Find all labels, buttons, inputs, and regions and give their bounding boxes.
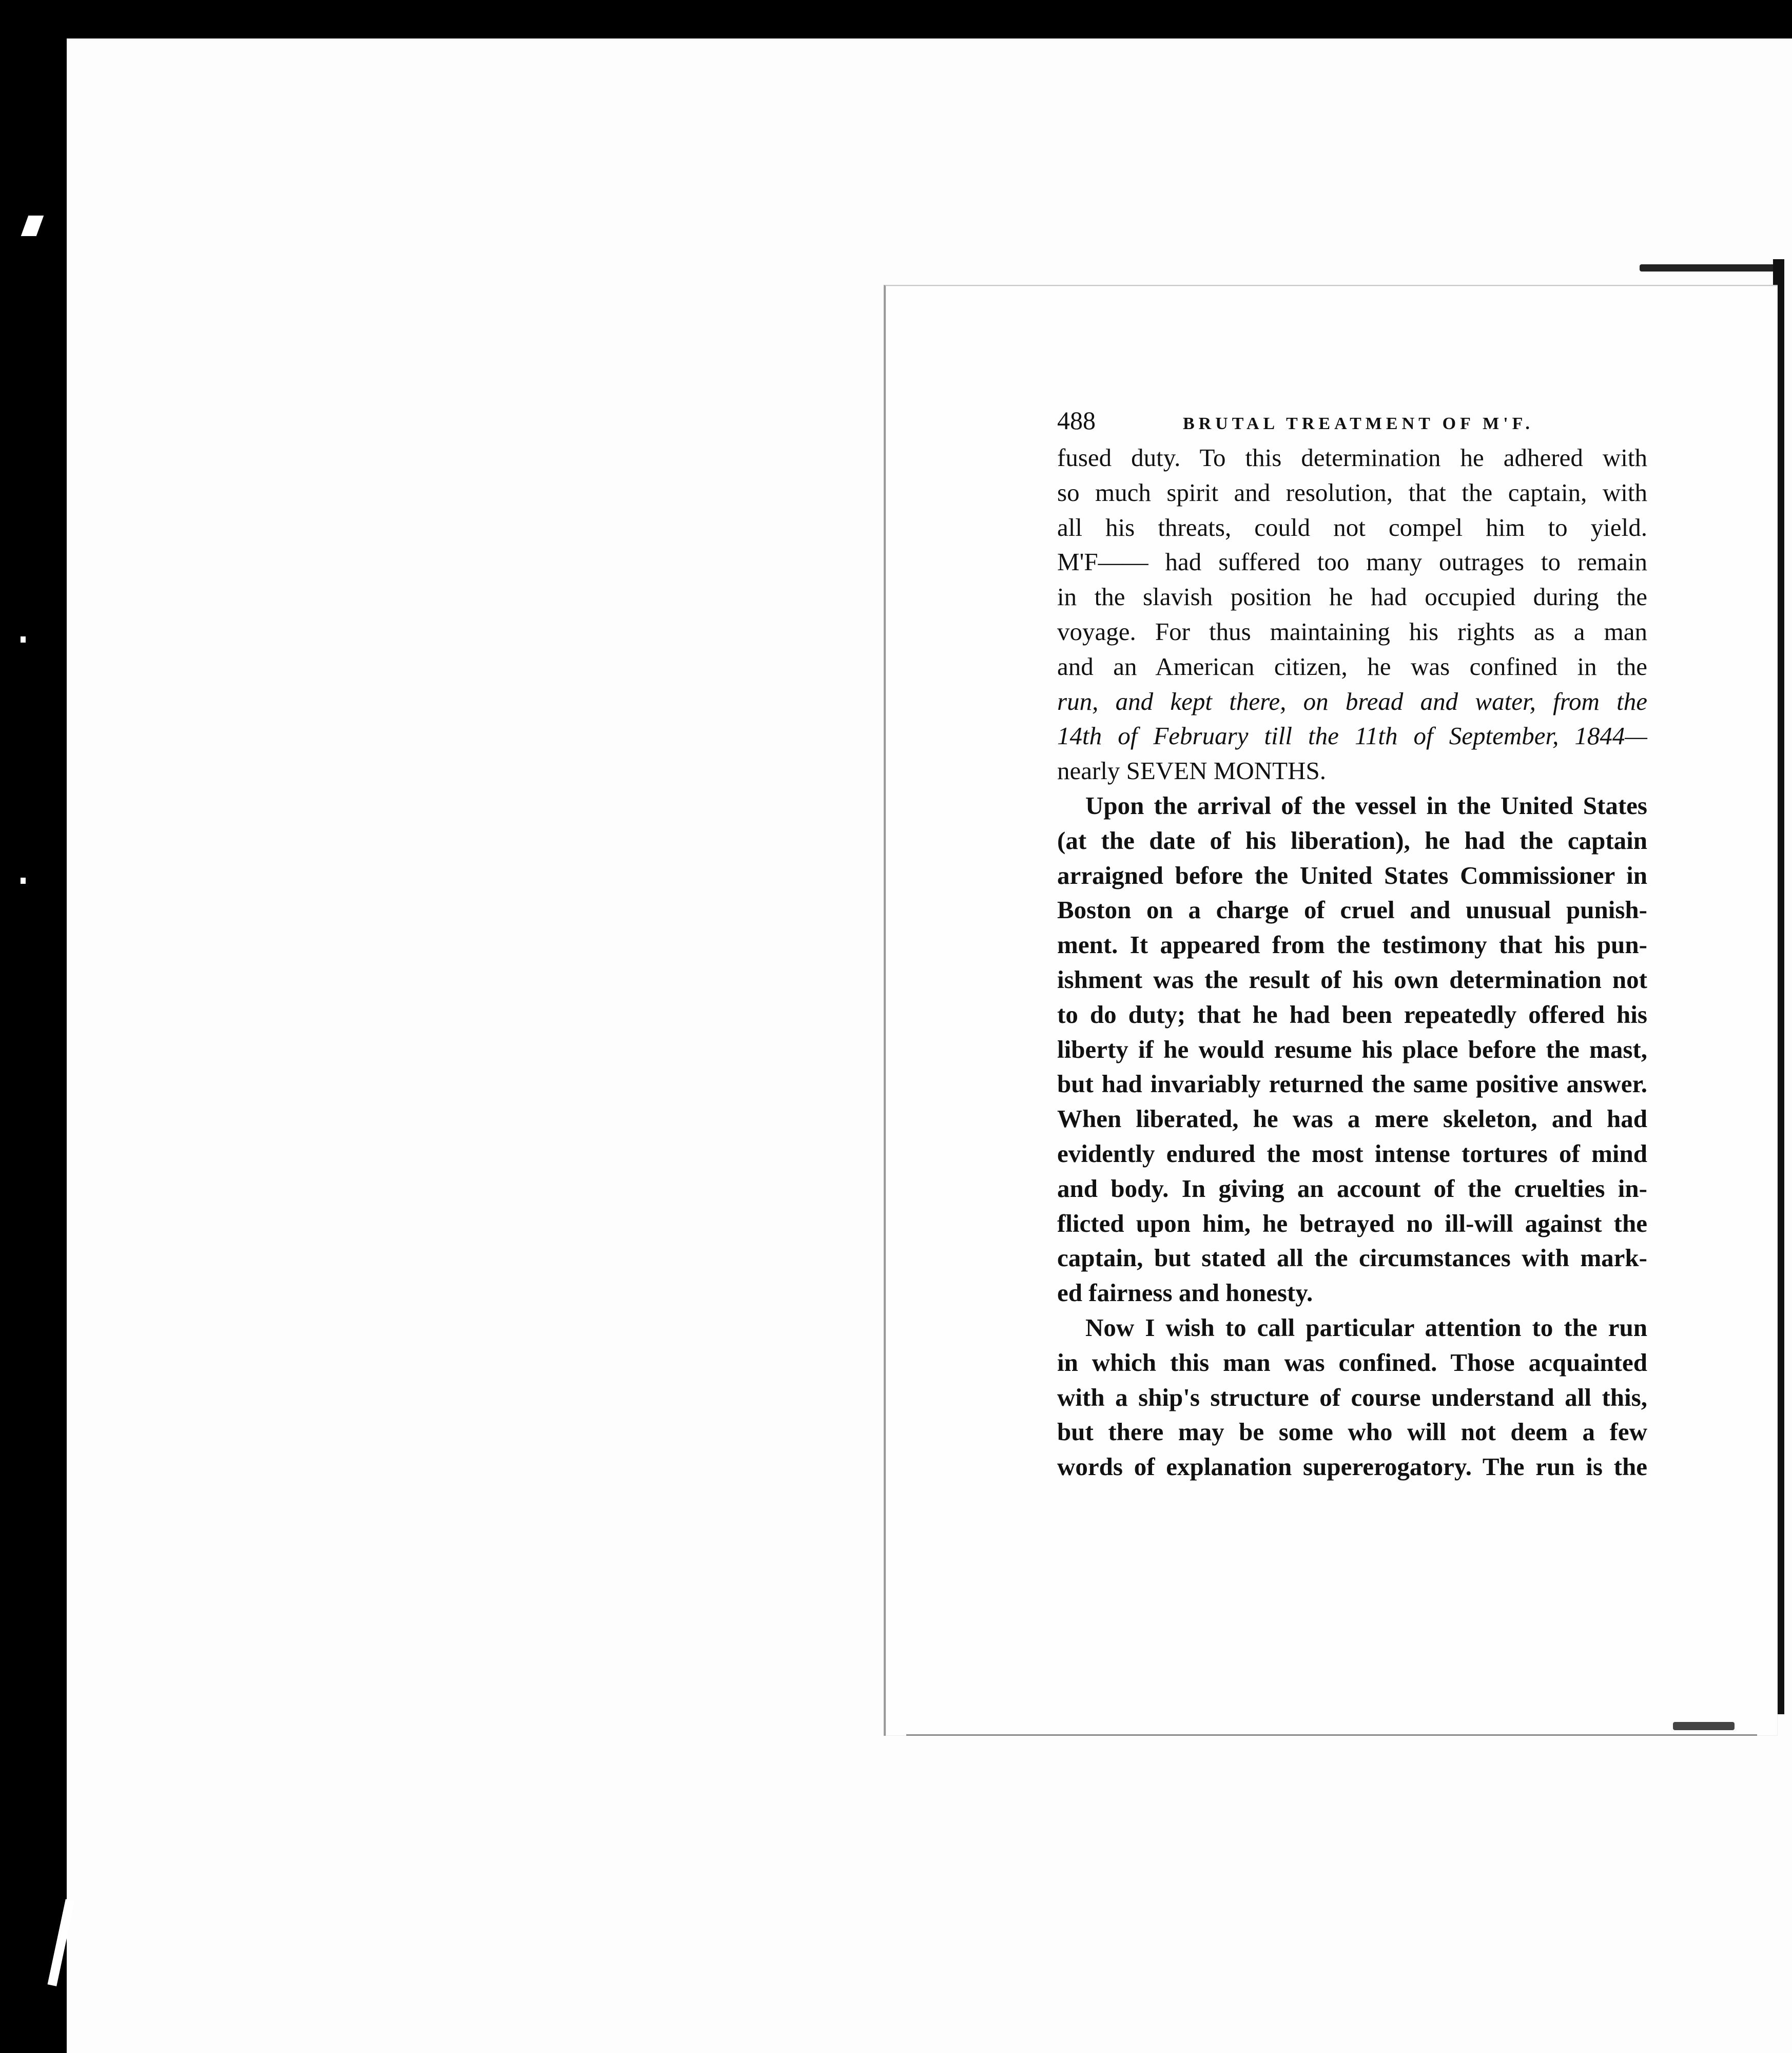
- text-line: in the slavish position he had occupied during the: [1057, 583, 1647, 611]
- page-bottom-edge: [906, 1734, 1757, 1736]
- text-line: captain, but stated all the circumstances with mark-: [1057, 1244, 1647, 1272]
- text-line: flicted upon him, he betrayed no ill-will against the: [1057, 1209, 1647, 1237]
- text-line: nearly SEVEN MONTHS.: [1057, 757, 1326, 785]
- text-line: (at the date of his liberation), he had the captain: [1057, 826, 1647, 855]
- text-line: ment. It appeared from the testimony that his pun-: [1057, 931, 1647, 959]
- book-edge-tab: [1640, 264, 1778, 272]
- text-line: but had invariably returned the same positive answer.: [1057, 1070, 1647, 1098]
- text-line: so much spirit and resolution, that the captain, with: [1057, 478, 1647, 507]
- film-edge-mark: [21, 636, 26, 643]
- book-edge-tab: [1673, 1722, 1735, 1730]
- text-line: evidently endured the most intense tortures of mind: [1057, 1139, 1647, 1168]
- text-line: liberty if he would resume his place before the mast,: [1057, 1035, 1647, 1063]
- text-line: fused duty. To this determination he adhered with: [1057, 443, 1647, 472]
- paragraph-3: [1057, 1310, 1647, 1484]
- text-line: to do duty; that he had been repeatedly offered his: [1057, 1000, 1647, 1029]
- page-number: 488: [1057, 406, 1096, 435]
- page-text: [1057, 405, 1647, 1484]
- text-line: When liberated, he was a mere skeleton, and had: [1057, 1105, 1647, 1133]
- text-line: words of explanation supererogatory. The run is the: [1057, 1452, 1647, 1481]
- text-line: Boston on a charge of cruel and unusual punish-: [1057, 896, 1647, 924]
- film-edge-mark: [21, 216, 44, 236]
- text-line: all his threats, could not compel him to yield.: [1057, 513, 1647, 541]
- text-line: Upon the arrival of the vessel in the United States: [1085, 791, 1647, 820]
- text-line: and body. In giving an account of the cruelties in-: [1057, 1174, 1647, 1203]
- running-title: BRUTAL TREATMENT OF M'F.: [1183, 414, 1534, 433]
- text-line: M'F—— had suffered too many outrages to remain: [1057, 548, 1647, 576]
- text-line: but there may be some who will not deem a few: [1057, 1418, 1647, 1446]
- text-line: in which this man was confined. Those acquainted: [1057, 1348, 1647, 1377]
- paragraph-2: [1057, 788, 1647, 1310]
- text-line: voyage. For thus maintaining his rights as a man: [1057, 617, 1647, 646]
- film-edge-mark: [21, 878, 26, 884]
- text-line: Now I wish to call particular attention to the run: [1085, 1313, 1647, 1342]
- text-line: 14th of February till the 11th of September, 1844—: [1057, 722, 1647, 750]
- text-line: ishment was the result of his own determination not: [1057, 965, 1647, 994]
- running-head: [1057, 405, 1647, 435]
- text-line: ed fairness and honesty.: [1057, 1279, 1313, 1307]
- text-line: with a ship's structure of course understand all this,: [1057, 1383, 1647, 1411]
- text-line: run, and kept there, on bread and water, from the: [1057, 687, 1647, 715]
- text-line: and an American citizen, he was confined in the: [1057, 652, 1647, 681]
- text-line: arraigned before the United States Commissioner in: [1057, 861, 1647, 889]
- paragraph-1: [1057, 440, 1647, 788]
